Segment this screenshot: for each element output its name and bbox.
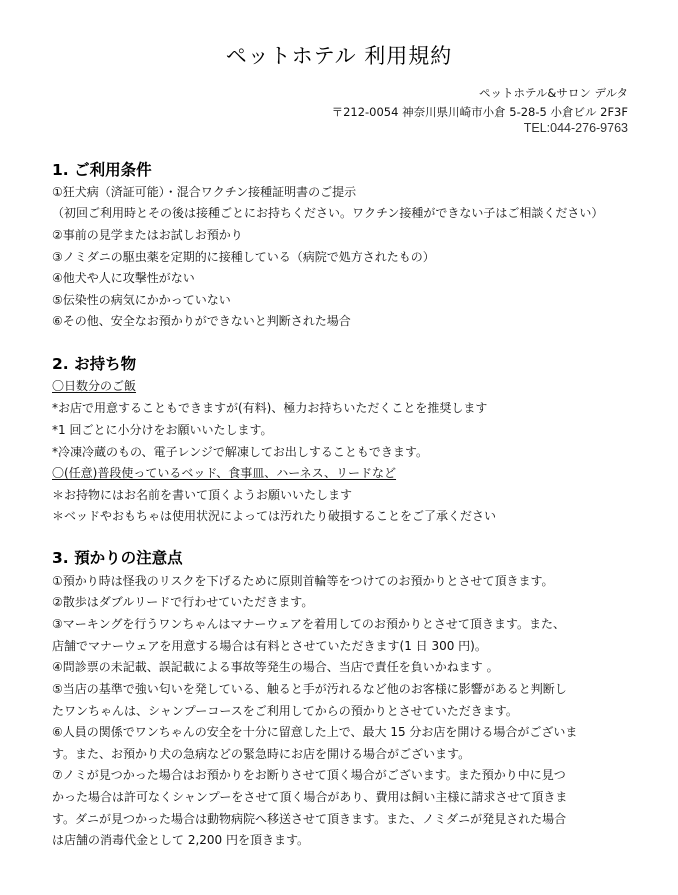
- condition-line: （初回ご利用時とその後は接種ごとにお持ちください。ワクチン接種ができない子はご相談ください）: [52, 206, 604, 220]
- belongings-note: ＊ベッドやおもちゃは使用状況によっては汚れたり破損することをご了承ください: [52, 509, 497, 523]
- precaution-line: ③マーキングを行うワンちゃんはマナーウェアを着用してのお預かりとさせて頂きます。また、: [52, 617, 565, 631]
- precaution-line: ②散歩はダブルリードで行わせていただきます。: [52, 595, 314, 609]
- precaution-line: す。また、お預かり犬の急病などの緊急時にお店を開ける場合がございます。: [52, 747, 471, 761]
- precaution-line: ④問診票の未記載、誤記載による事故等発生の場合、当店で責任を負いかねます 。: [52, 660, 499, 674]
- precaution-line: ①預かり時は怪我のリスクを下げるために原則首輪等をつけてのお預かりとさせて頂きます。: [52, 574, 554, 588]
- belongings-item-optional: 〇(任意)普段使っているベッド、食事皿、ハーネス、リードなど: [52, 466, 397, 480]
- condition-line: ②事前の見学またはお試しお預かり: [52, 228, 243, 242]
- precaution-line: かった場合は許可なくシャンプーをさせて頂く場合があり、費用は飼い主様に請求させて頂きま: [52, 790, 568, 804]
- belongings-note: ＊お持物にはお名前を書いて頂くようお願いいたします: [52, 488, 353, 502]
- condition-line: ③ノミダニの駆虫薬を定期的に接種している（病院で処方されたもの）: [52, 250, 435, 264]
- precaution-line: ⑦ノミが見つかった場合はお預かりをお断りさせて頂く場合がございます。また預かり中に見つ: [52, 768, 566, 782]
- shop-phone: TEL:044-276-9763: [523, 121, 628, 135]
- belongings-item-food: 〇日数分のご飯: [52, 379, 137, 393]
- condition-line: ④他犬や人に攻撃性がない: [52, 271, 195, 285]
- precaution-line: たワンちゃんは、シャンプーコースをご利用してからの預かりとさせていただきます。: [52, 704, 518, 718]
- condition-line: ⑤伝染性の病気にかかっていない: [52, 293, 231, 307]
- precaution-line: ⑤当店の基準で強い匂いを発している、触ると手が汚れるなど他のお客様に影響があると判断し: [52, 682, 567, 696]
- shop-name: ペットホテル&サロン デルタ: [478, 86, 628, 100]
- section-heading-precautions: 3. 預かりの注意点: [52, 549, 183, 567]
- precaution-line: す。ダニが見つかった場合は動物病院へ移送させて頂きます。また、ノミダニが発見された場合: [52, 812, 567, 826]
- shop-address: 〒212-0054 神奈川県川崎市小倉 5-28-5 小倉ビル 2F3F: [331, 105, 628, 119]
- precaution-line: ⑥人員の関係でワンちゃんの安全を十分に留意した上で、最大 15 分お店を開ける場合がございま: [52, 725, 578, 739]
- belongings-note: *冷凍冷蔵のもの、電子レンジで解凍してお出しすることもできます。: [52, 445, 428, 459]
- precaution-line: は店舗の消毒代金として 2,200 円を頂きます。: [52, 833, 310, 847]
- section-heading-belongings: 2. お持ち物: [52, 355, 137, 373]
- section-heading-conditions: 1. ご利用条件: [52, 161, 152, 179]
- condition-line: ①狂犬病（済証可能）・混合ワクチン接種証明書のご提示: [52, 185, 357, 199]
- belongings-note: *1 回ごとに小分けをお願いいたします。: [52, 423, 273, 437]
- belongings-note: *お店で用意することもできますが(有料)、極力お持ちいただくことを推奨します: [52, 401, 488, 415]
- condition-line: ⑥その他、安全なお預かりができないと判断された場合: [52, 314, 351, 328]
- precaution-line: 店舗でマナーウェアを用意する場合は有料とさせていただきます(1 日 300 円)。: [52, 639, 487, 653]
- document-title: ペットホテル 利用規約: [225, 44, 453, 68]
